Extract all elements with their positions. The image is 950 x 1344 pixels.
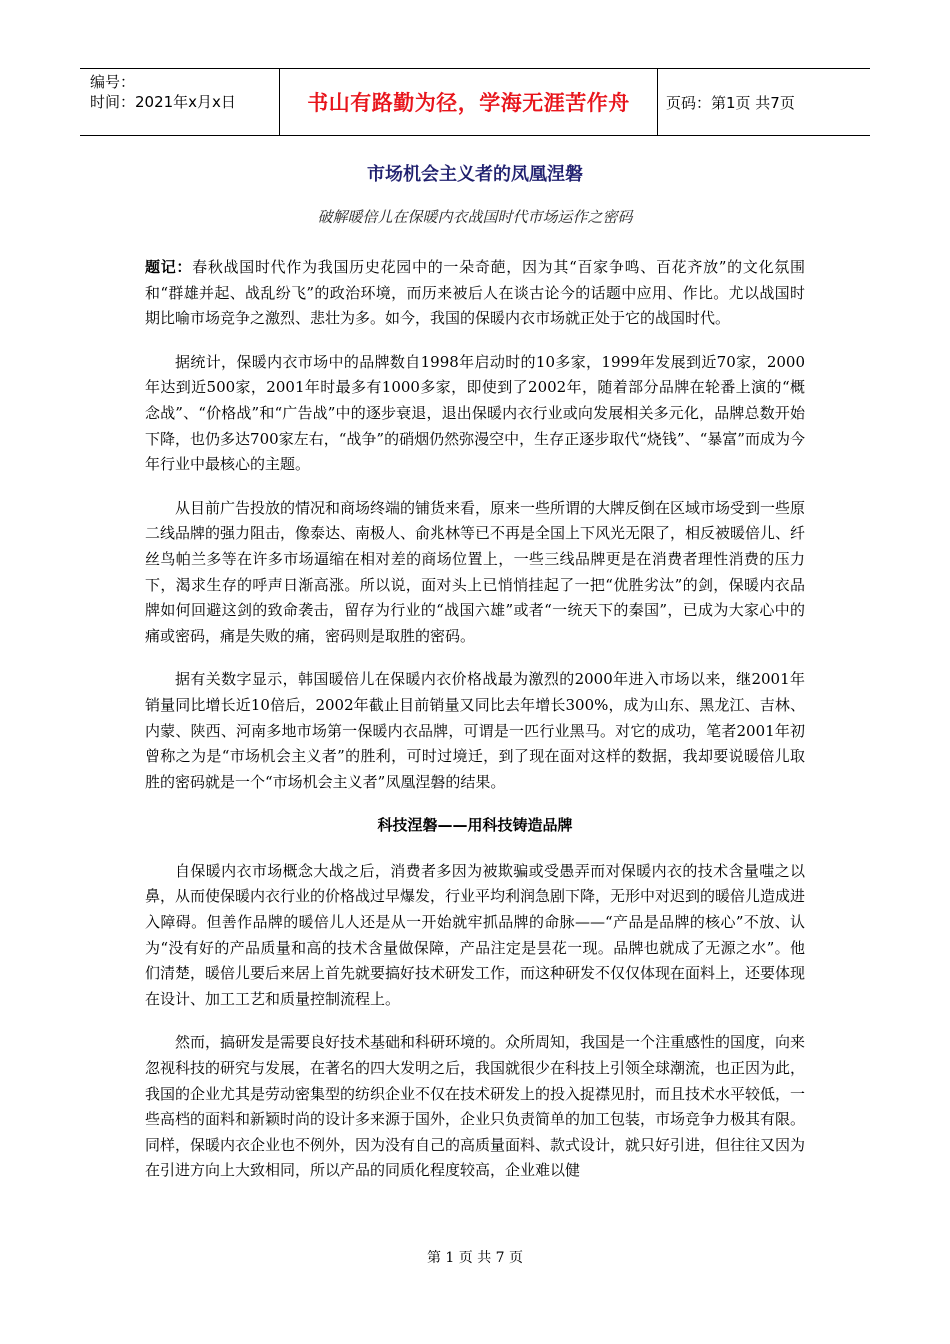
paragraph-3: 据有关数字显示，韩国暖倍儿在保暖内衣价格战最为激烈的2000年进入市场以来，继2001年销量同比增长近10倍后，2002年截止目前销量又同比去年增长300%，成为山东、黑龙江、吉林、内蒙、陕西、河南多地市场第一保暖内衣品牌，可谓是一匹行业黑马。对它的成功，笔者2001年初曾称之为是“市场机会主义者”的胜利，可时过境迁，到了现在面对这样的数据，我却要说暖倍儿取胜的密码就是一个“市场机会主义者”凤凰涅磐的结果。 (145, 670, 805, 791)
preface-label: 题记： (145, 258, 193, 276)
header-meta (80, 69, 280, 135)
preface-paragraph (145, 255, 805, 332)
section-title: 科技涅磐——用科技铸造品牌 (377, 816, 573, 835)
article-subtitle: 破解暖倍儿在保暖内衣战国时代市场运作之密码 (317, 208, 633, 226)
page-footer: 第 1 页 共 7 页 (426, 1250, 524, 1266)
header-motto: 书山有路勤为径，学海无涯苦作舟 (280, 69, 658, 135)
section-paragraph-1: 自保暖内衣市场概念大战之后，消费者多因为被欺骗或受愚弄而对保暖内衣的技术含量嗤之以鼻，从而使保暖内衣行业的价格战过早爆发，行业平均利润急剧下降，无形中对迟到的暖倍儿造成进入障碍。但善作品牌的暖倍儿人还是从一开始就牢抓品牌的命脉——“产品是品牌的核心”不放、认为“没有好的产品质量和高的技术含量做保障，产品注定是昙花一现。品牌也就成了无源之水”。他们清楚，暖倍儿要后来居上首先就要搞好技术研发工作，而这种研发不仅仅体现在面料上，还要体现在设计、加工工艺和质量控制流程上。 (145, 861, 806, 1008)
page-header (80, 68, 870, 136)
article-body (145, 255, 805, 1202)
article-title: 市场机会主义者的凤凰涅磐 (367, 164, 583, 185)
header-page-info: 页码：第1页 共7页 (666, 93, 795, 112)
time-label: 时间：2021年x月x日 (90, 93, 236, 111)
number-label: 编号： (90, 73, 136, 91)
paragraph-2: 从目前广告投放的情况和商场终端的铺货来看，原来一些所谓的大牌反倒在区域市场受到一些原二线品牌的强力阻击，像泰达、南极人、俞兆林等已不再是全国上下风光无限了，相反被暖倍儿、纤丝鸟帕兰多等在许多市场逼缩在相对差的商场位置上，一些三线品牌更是在消费者理性消费的压力下，渴求生存的呼声日渐高涨。所以说，面对头上已悄悄挂起了一把“优胜劣汰”的剑，保暖内衣品牌如何回避这剑的致命袭击，留存为行业的“战国六雄”或者“一统天下的秦国”，已成为大家心中的痛或密码，痛是失败的痛，密码则是取胜的密码。 (145, 498, 806, 645)
paragraph-1: 据统计，保暖内衣市场中的品牌数自1998年启动时的10多家，1999年发展到近70家，2000年达到近500家，2001年时最多有1000多家，即使到了2002年，随着部分品牌在轮番上演的“概念战”、“价格战”和“广告战”中的逐步衰退，退出保暖内衣行业或向发展相关多元化，品牌总数开始下降，也仍多达700家左右，“战争”的硝烟仍然弥漫空中，生存正逐步取代“烧钱”、“暴富”而成为今年行业中最核心的主题。 (145, 352, 805, 474)
preface-text: 春秋战国时代作为我国历史花园中的一朵奇葩，因为其“百家争鸣、百花齐放”的文化氛围和“群雄并起、战乱纷飞”的政治环境，而历来被后人在谈古论今的话题中应用、作比。尤以战国时期比喻市场竞争之激烈、悲壮为多。如今，我国的保暖内衣市场就正处于它的战国时代。 (145, 258, 805, 328)
section-paragraph-2: 然而，搞研发是需要良好技术基础和科研环境的。众所周知，我国是一个注重感性的国度，向来忽视科技的研究与发展，在著名的四大发明之后，我国就很少在科技上引领全球潮流，也正因为此，我国的企业尤其是劳动密集型的纺织企业不仅在技术研发上的投入捉襟见肘，而且技术水平较低，一些高档的面料和新颖时尚的设计多来源于国外，企业只负责简单的加工包装，市场竞争力极其有限。同样，保暖内衣企业也不例外，因为没有自己的高质量面料、款式设计，就只好引进，但往往又因为在引进方向上大致相同，所以产品的同质化程度较高，企业难以健 (145, 1033, 806, 1180)
